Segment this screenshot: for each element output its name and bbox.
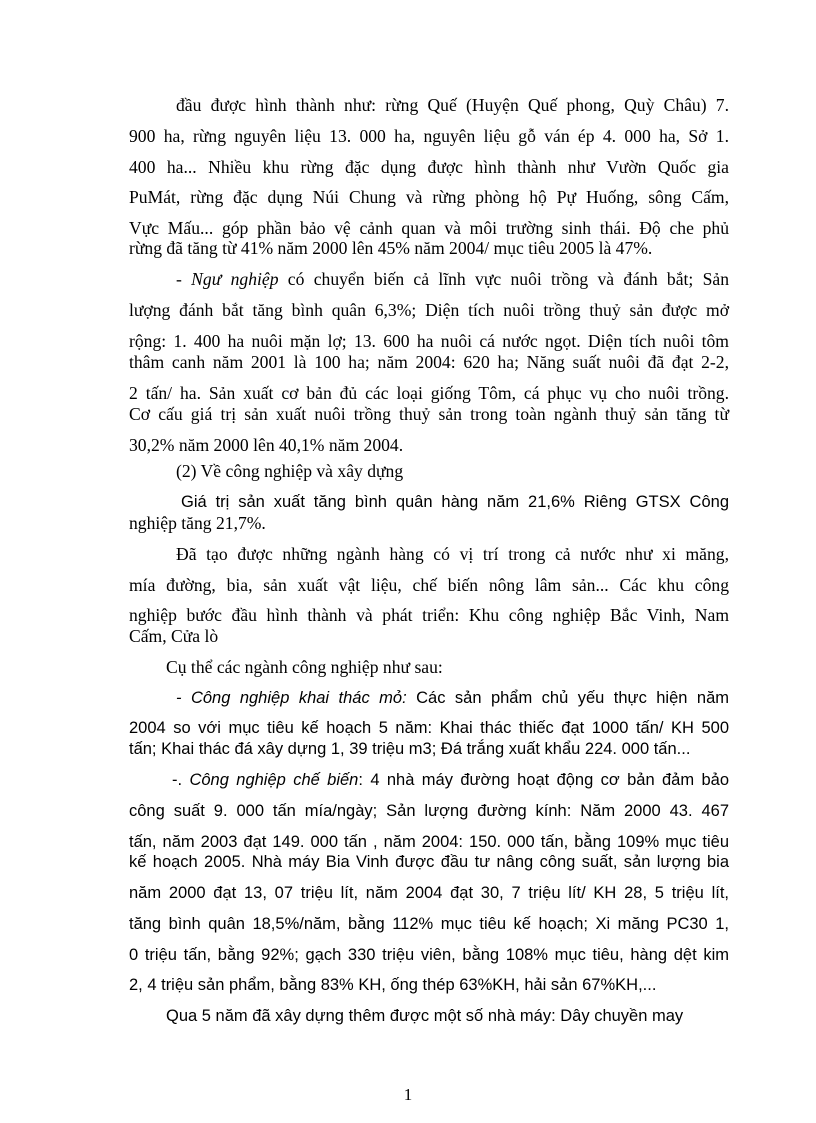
text-fragment: -. <box>172 771 190 789</box>
text-line: Giá trị sản xuất tăng bình quân hàng năm 21,6% Riêng GTSX Công <box>181 493 729 511</box>
text-line: tăng bình quân 18,5%/năm, bằng 112% mục tiêu kế hoạch; Xi măng PC30 1, <box>129 915 729 933</box>
text-line: đầu được hình thành như: rừng Quế (Huyện Quế phong, Quỳ Châu) 7. <box>176 95 729 115</box>
text-line: 30,2% năm 2000 lên 40,1% năm 2004. <box>129 435 404 455</box>
text-line: năm 2000 đạt 13, 07 triệu lít, năm 2004 đạt 30, 7 triệu lít/ KH 28, 5 triệu lít, <box>129 884 729 902</box>
text-line: rộng: 1. 400 ha nuôi mặn lợ; 13. 600 ha nuôi cá nước ngọt. Diện tích nuôi tôm <box>129 331 729 351</box>
text-line: nghiệp bước đầu hình thành và phát triển: Khu công nghiệp Bắc Vinh, Nam <box>129 605 729 625</box>
text-line: kế hoạch 2005. Nhà máy Bia Vinh được đầu tư nâng công suất, sản lượng bia <box>129 853 729 871</box>
text-line: 400 ha... Nhiều khu rừng đặc dụng được hình thành như Vườn Quốc gia <box>129 157 729 177</box>
text-line: Qua 5 năm đã xây dựng thêm được một số nhà máy: Dây chuyền may <box>166 1007 684 1025</box>
text-line: thâm canh năm 2001 là 100 ha; năm 2004: 620 ha; Năng suất nuôi đã đạt 2-2, <box>129 352 729 372</box>
text-line: 2 tấn/ ha. Sản xuất cơ bản đủ các loại giống Tôm, cá phục vụ cho nuôi trồng. <box>129 383 729 403</box>
page-number: 1 <box>403 1085 413 1104</box>
text-line: Cụ thể các ngành công nghiệp như sau: <box>166 657 443 677</box>
text-line: 2, 4 triệu sản phẩm, bằng 83% KH, ống thép 63%KH, hải sản 67%KH,... <box>129 976 657 994</box>
text-line: 0 triệu tấn, bằng 92%; gạch 330 triệu viên, bằng 108% mục tiêu, hàng dệt kim <box>129 946 729 964</box>
italic-term: Ngư nghiệp <box>191 269 279 289</box>
text-line: Đã tạo được những ngành hàng có vị trí trong cả nước như xi măng, <box>176 544 729 564</box>
text-line: tấn; Khai thác đá xây dựng 1, 39 triệu m3; Đá trắng xuất khẩu 224. 000 tấn... <box>129 740 691 758</box>
text-line: PuMát, rừng đặc dụng Núi Chung và rừng phòng hộ Pự Huống, sông Cấm, <box>129 187 729 207</box>
section-heading: (2) Về công nghiệp và xây dựng <box>176 461 404 481</box>
text-line: Vực Mấu... góp phần bảo vệ cảnh quan và môi trường sinh thái. Độ che phủ <box>129 218 729 238</box>
text-line <box>176 269 729 289</box>
text-line: 2004 so với mục tiêu kế hoạch 5 năm: Khai thác thiếc đạt 1000 tấn/ KH 500 <box>129 719 729 737</box>
italic-term: - Công nghiệp khai thác mỏ: <box>176 689 407 707</box>
text-line: lượng đánh bắt tăng bình quân 6,3%; Diện tích nuôi trồng thuỷ sản được mở <box>129 300 729 320</box>
text-line: tấn, năm 2003 đạt 149. 000 tấn , năm 2004: 150. 000 tấn, bằng 109% mục tiêu <box>129 833 729 851</box>
text-line: mía đường, bia, sản xuất vật liệu, chế biến nông lâm sản... Các khu công <box>129 575 729 595</box>
text-fragment: có chuyển biến cả lĩnh vực nuôi trồng và đánh bắt; Sản <box>278 269 729 289</box>
text-line: Cơ cấu giá trị sản xuất nuôi trồng thuỷ sản trong toàn ngành thuỷ sản tăng từ <box>129 404 729 424</box>
text-line: công suất 9. 000 tấn mía/ngày; Sản lượng đường kính: Năm 2000 43. 467 <box>129 802 729 820</box>
text-line: nghiệp tăng 21,7%. <box>129 513 266 533</box>
text-fragment: - <box>176 269 192 289</box>
italic-term: Công nghiệp chế biến <box>189 771 359 789</box>
text-line: rừng đã tăng từ 41% năm 2000 lên 45% năm 2004/ mục tiêu 2005 là 47%. <box>129 238 653 258</box>
text-line: Cấm, Cửa lò <box>129 626 219 646</box>
text-line <box>172 770 729 790</box>
text-line <box>176 688 729 708</box>
text-fragment: Các sản phẩm chủ yếu thực hiện năm <box>406 689 729 707</box>
text-line: 900 ha, rừng nguyên liệu 13. 000 ha, nguyên liệu gỗ ván ép 4. 000 ha, Sở 1. <box>129 126 729 146</box>
text-fragment: : 4 nhà máy đường hoạt động cơ bản đảm bảo <box>358 771 730 789</box>
